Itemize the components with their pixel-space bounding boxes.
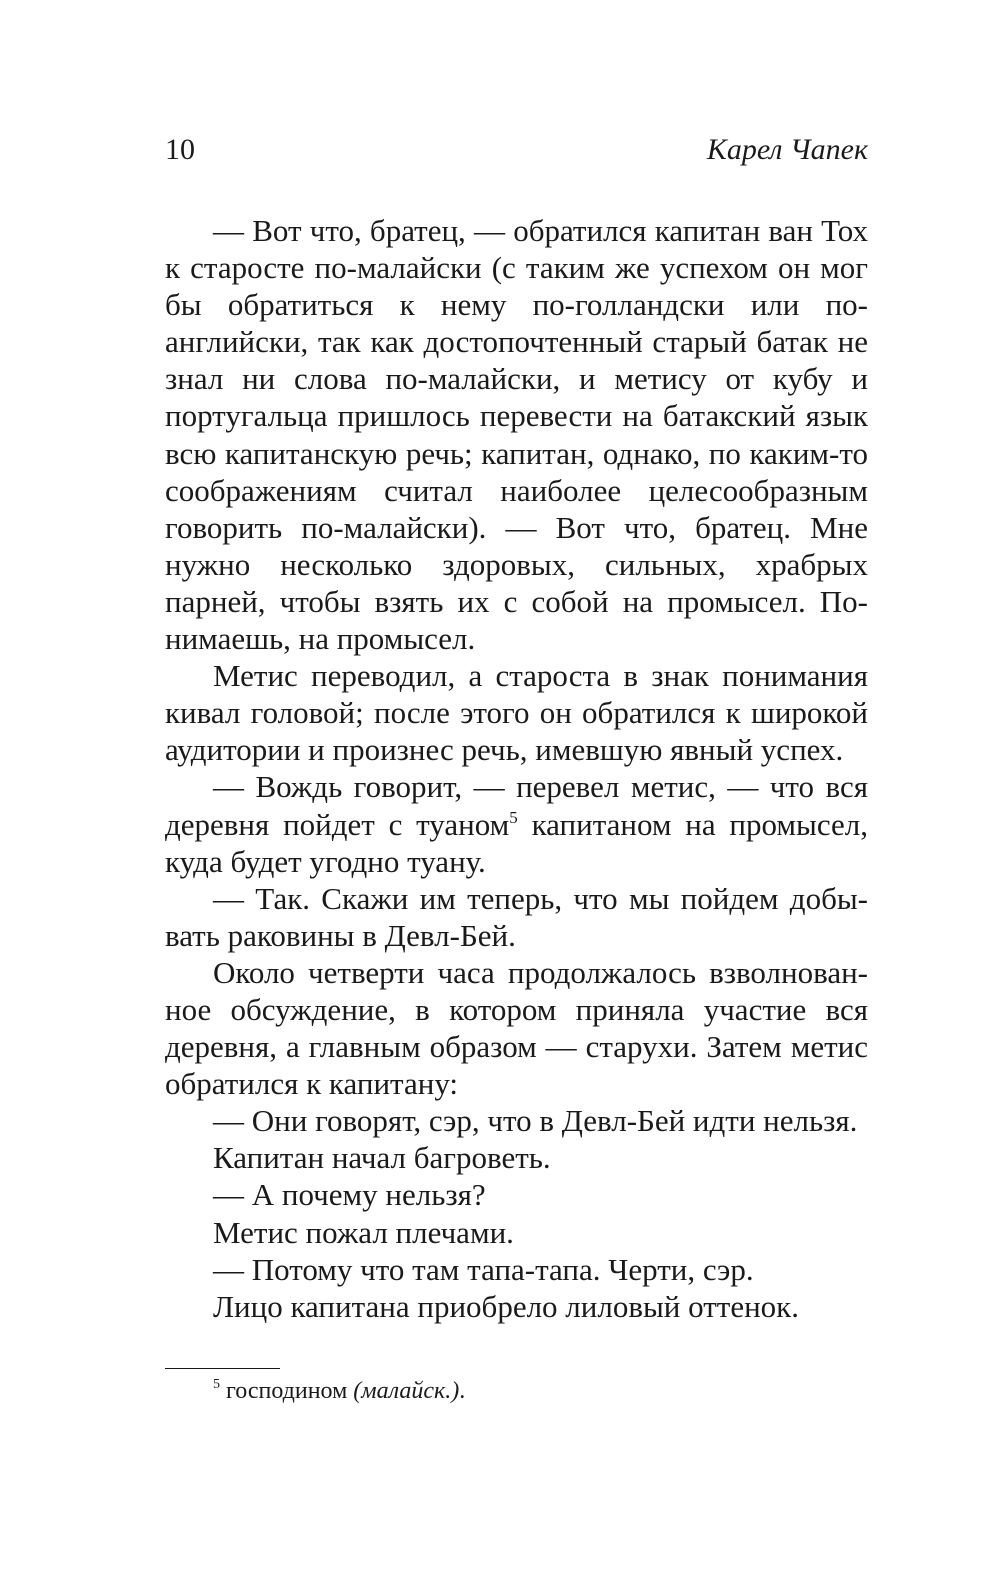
main-text <box>165 212 868 1325</box>
paragraph-text: капитаном на промысел, куда будет угодно туану. <box>165 806 868 879</box>
page-number: 10 <box>165 133 195 166</box>
footnote-text: господином <box>226 1378 348 1404</box>
page-header <box>165 128 868 172</box>
footnote <box>213 1374 465 1408</box>
footnote-end: . <box>459 1378 466 1404</box>
paragraph: Метис пожал плечами. <box>213 1214 514 1250</box>
paragraph: — Так. Скажи им теперь, что мы пойдем добывать раковины в Девл-Бей. <box>165 880 868 953</box>
footnote-marker: 5 <box>213 1377 220 1392</box>
footnote-reference: 5 <box>509 807 518 827</box>
running-title: Карел Чапек <box>706 133 868 166</box>
paragraph-text: — Вождь говорит, — перевел метис, — что вся деревня пойдет с туаном <box>165 769 868 842</box>
paragraph: — Потому что там тапа-тапа. Черти, сэр. <box>213 1251 754 1287</box>
paragraph: Лицо капитана приобрело лиловый оттенок. <box>213 1288 799 1324</box>
footnote-note: (малайск.) <box>353 1378 460 1404</box>
paragraph: Около четверти часа продолжалось взволнованное обсуждение, в котором приняла участие вся деревня, а главным образом — старухи. Затем метис обратился к капитану: <box>165 954 868 1102</box>
paragraph-with-footnote-ref <box>165 768 868 879</box>
paragraph: — Вот что, братец, — обратился капитан ван Тох к старосте по-малайски (с таким же успехом он мог бы обратиться к нему по-голландски или по-английски, так как достопочтенный старый батак не знал ни слова по-малайски, и метису от кубу и португальца пришлось перевести на батакский язык всю капитанскую речь; капитан, однако, по каким-то соображениям считал наиболее целесообразным говорить по-малайски). — Вот что, братец. Мне нужно несколько здоровых, сильных, храбрых парней, чтобы взять их с собой на промысел. Понимаешь, на промысел. <box>165 213 868 657</box>
paragraph: Капитан начал багроветь. <box>213 1140 551 1176</box>
footnote-divider <box>165 1368 280 1369</box>
paragraph: Метис переводил, а староста в знак понимания кивал головой; после этого он обратился к широкой аудитории и произнес речь, имевшую явный успех. <box>165 658 868 768</box>
paragraph: — Они говорят, сэр, что в Девл-Бей идти нельзя. <box>213 1103 858 1139</box>
paragraph: — А почему нельзя? <box>213 1177 486 1213</box>
